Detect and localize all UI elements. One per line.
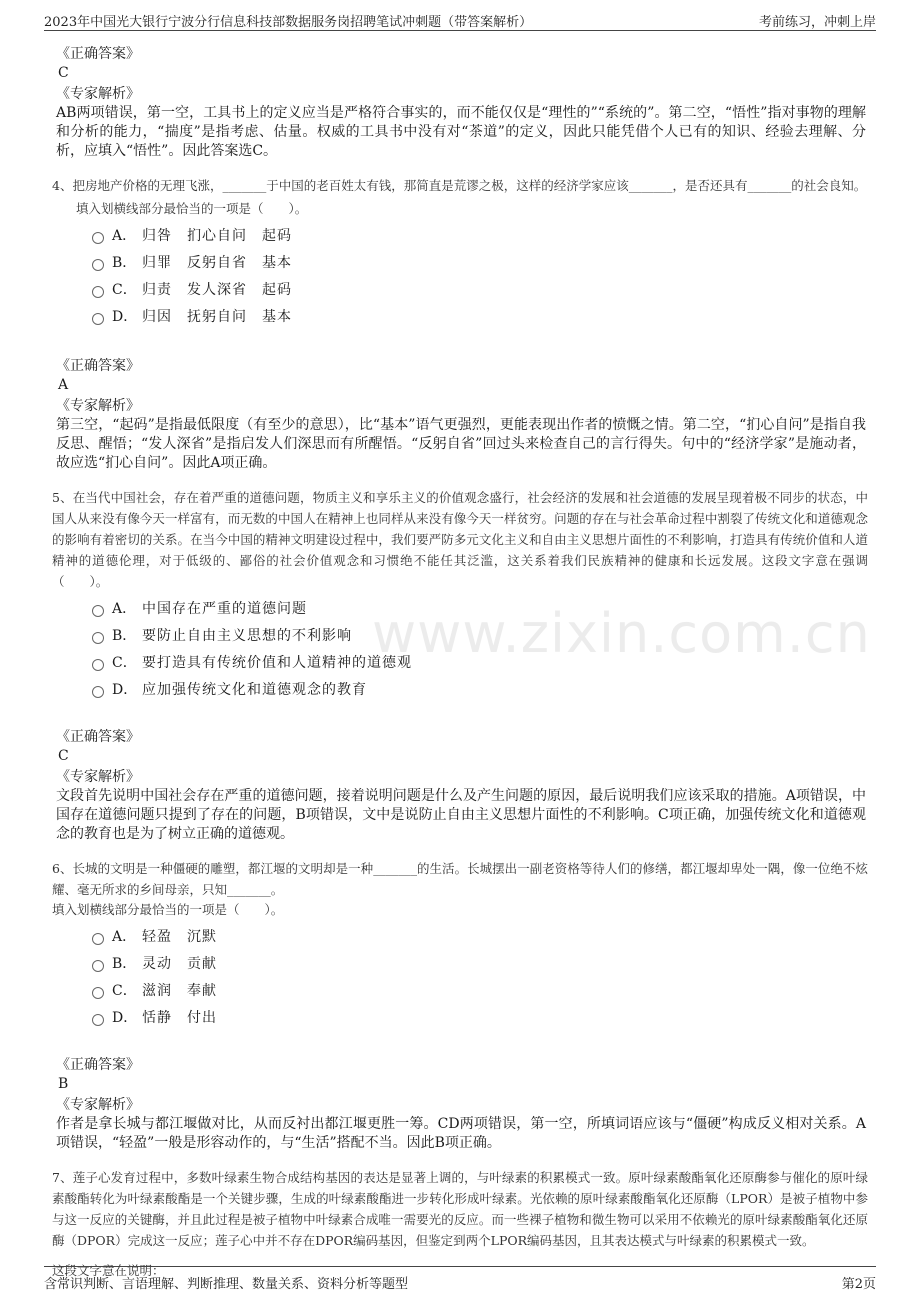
expert-analysis-text: 文段首先说明中国社会存在严重的道德问题，接着说明问题是什么及产生问题的原因，最后说明我们应该采取的措施。A项错误，中国存在道德问题只提到了存在的问题，B项错误，文中是说防止自由主义思想片面性的不利影响。C项正确，加强传统文化和道德观念的教育也是为了树立正确的道德观。 — [56, 788, 866, 842]
radio-button[interactable] — [92, 632, 104, 644]
radio-button[interactable] — [92, 605, 104, 617]
option-text: 归咎 扪心自问 起码 — [142, 228, 292, 244]
option-d[interactable] — [92, 677, 866, 704]
correct-answer-value: A — [58, 377, 69, 393]
option-b[interactable] — [92, 951, 866, 978]
footer-text: 含常识判断、言语理解、判断推理、数量关系、资料分析等题型 — [44, 1277, 409, 1292]
question-5 — [52, 487, 868, 844]
page-number: 第2页 — [841, 1277, 876, 1292]
page-footer — [44, 1266, 876, 1293]
option-text: 要打造具有传统价值和人道精神的道德观 — [142, 655, 412, 671]
option-text: 轻盈 沉默 — [142, 929, 217, 945]
option-letter: D． — [112, 682, 138, 698]
option-text: 滋润 奉献 — [142, 983, 217, 999]
question-text: 6、长城的文明是一种僵硬的雕塑，都江堰的文明却是一种_______的生活。长城摆出一副老资格等待人们的修缮，都江堰却卑处一隅，像一位绝不炫耀、毫无所求的乡间母亲，只知_______。 — [52, 861, 868, 897]
option-text: 恬静 付出 — [142, 1010, 217, 1026]
expert-analysis-text: 第三空，“起码”是指最低限度（有至少的意思），比“基本”语气更强烈，更能表现出作者的愤慨之情。第二空，“扪心自问”是指自我反思、醒悟；“发人深省”是指启发人们深思而有所醒悟。“反躬自省”回过头来检查自己的言行得失。句中的“经济学家”是施动者，故应选“扪心自问”。因此A项正确。 — [56, 417, 866, 471]
option-letter: A． — [112, 601, 137, 617]
option-list — [92, 924, 866, 1032]
question-4 — [52, 175, 867, 473]
option-list — [92, 223, 866, 331]
expert-analysis-label: 《专家解析》 — [56, 398, 140, 414]
option-d[interactable] — [92, 1005, 866, 1032]
option-a[interactable] — [92, 596, 866, 623]
correct-answer-label: 《正确答案》 — [56, 358, 140, 374]
radio-button[interactable] — [92, 659, 104, 671]
expert-analysis-label: 《专家解析》 — [56, 86, 140, 102]
header-slogan: 考前练习，冲刺上岸 — [758, 15, 876, 30]
option-letter: B． — [112, 628, 137, 644]
radio-button[interactable] — [92, 259, 104, 271]
option-letter: B． — [112, 255, 137, 271]
option-list — [92, 596, 866, 704]
option-letter: B． — [112, 956, 137, 972]
expert-analysis-label: 《专家解析》 — [56, 1097, 140, 1113]
option-text: 要防止自由主义思想的不利影响 — [142, 628, 352, 644]
option-text: 中国存在严重的道德问题 — [142, 601, 307, 617]
option-c[interactable] — [92, 277, 866, 304]
radio-button[interactable] — [92, 933, 104, 945]
question-prompt: 填入划横线部分最恰当的一项是（ ）。 — [76, 201, 308, 216]
option-c[interactable] — [92, 978, 866, 1005]
correct-answer-value: C — [58, 748, 69, 764]
option-b[interactable] — [92, 623, 866, 650]
radio-button[interactable] — [92, 960, 104, 972]
option-letter: A． — [112, 228, 137, 244]
watermark-text: www.zixin.com.cn — [372, 602, 871, 665]
option-a[interactable] — [92, 924, 866, 951]
option-letter: C． — [112, 983, 137, 999]
option-text: 灵动 贡献 — [142, 956, 217, 972]
option-letter: D． — [112, 309, 138, 325]
question-text: 7、莲子心发育过程中，多数叶绿素生物合成结构基因的表达是显著上调的，与叶绿素的积累模式一致。原叶绿素酸酯氧化还原酶参与催化的原叶绿素酸酯转化为叶绿素酸酯是一个关键步骤，生成的叶绿素酸酯进一步转化形成叶绿素。光依赖的原叶绿素酸酯氧化还原酶（LPOR）是被子植物中参与这一反应的关键酶，并且此过程是被子植物中叶绿素合成唯一需要光的反应。而一些裸子植物和微生物可以采用不依赖光的原叶绿素酸酯氧化还原酶（DPOR）完成这一反应；莲子心中并不存在DPOR编码基因，但鉴定到两个LPOR编码基因，且其表达模式与叶绿素的积累模式一致。 — [52, 1170, 868, 1248]
correct-answer-label: 《正确答案》 — [56, 729, 140, 745]
radio-button[interactable] — [92, 686, 104, 698]
radio-button[interactable] — [92, 1014, 104, 1026]
option-c[interactable] — [92, 650, 866, 677]
question-6 — [52, 858, 868, 1153]
question-prompt: 填入划横线部分最恰当的一项是（ ）。 — [52, 902, 284, 917]
answer-block-q3 — [56, 45, 866, 161]
option-d[interactable] — [92, 304, 866, 331]
correct-answer-value: B — [58, 1076, 69, 1092]
expert-analysis-text: AB两项错误，第一空，工具书上的定义应当是严格符合事实的，而不能仅仅是“理性的”“系统的”。第二空，“悟性”指对事物的理解和分析的能力，“揣度”是指考虑、估量。权威的工具书中没有对“茶道”的定义，因此只能凭借个人已有的知识、经验去理解、分析，应填入“悟性”。因此答案选C。 — [56, 105, 866, 159]
question-7 — [52, 1167, 868, 1281]
question-text: 4、把房地产价格的无理飞涨，_______于中国的老百姓太有钱，那简直是荒谬之极，这样的经济学家应该_______，是否还具有_______的社会良知。 — [52, 178, 867, 193]
radio-button[interactable] — [92, 987, 104, 999]
option-text: 应加强传统文化和道德观念的教育 — [142, 682, 367, 698]
radio-button[interactable] — [92, 232, 104, 244]
option-text: 归因 抚躬自问 基本 — [142, 309, 292, 325]
page-content — [52, 40, 868, 1281]
expert-analysis-label: 《专家解析》 — [56, 769, 140, 785]
option-letter: C． — [112, 282, 137, 298]
expert-analysis-text: 作者是拿长城与都江堰做对比，从而反衬出都江堰更胜一筹。CD两项错误，第一空，所填词语应该与“僵硬”构成反义相对关系。A项错误，“轻盈”一般是形容动作的，与“生活”搭配不当。因此B项正确。 — [56, 1116, 866, 1151]
correct-answer-value: C — [58, 65, 69, 81]
option-text: 归罪 反躬自省 基本 — [142, 255, 292, 271]
option-text: 归责 发人深省 起码 — [142, 282, 292, 298]
page-header — [44, 6, 876, 31]
question-text: 5、在当代中国社会，存在着严重的道德问题，物质主义和享乐主义的价值观念盛行，社会经济的发展和社会道德的发展呈现着极不同步的状态，中国人从来没有像今天一样富有，而无数的中国人在精神上也同样从来没有像今天一样贫穷。问题的存在与社会革命过程中割裂了传统文化和道德观念的影响有着密切的关系。在当今中国的精神文明建设过程中，我们要严防多元文化主义和自由主义思想片面性的不利影响，打造具有传统价值和人道精神的道德伦理，对于低级的、鄙俗的社会价值观念和习惯绝不能任其泛滥，这关系着我们民族精神的健康和长远发展。这段文字意在强调（ ）。 — [52, 490, 868, 589]
option-a[interactable] — [92, 223, 866, 250]
question-prompt: 这段文字意在说明： — [52, 1263, 165, 1278]
correct-answer-label: 《正确答案》 — [56, 46, 140, 62]
header-title: 2023年中国光大银行宁波分行信息科技部数据服务岗招聘笔试冲刺题（带答案解析） — [44, 15, 533, 30]
option-letter: A． — [112, 929, 137, 945]
correct-answer-label: 《正确答案》 — [56, 1057, 140, 1073]
radio-button[interactable] — [92, 286, 104, 298]
option-b[interactable] — [92, 250, 866, 277]
option-letter: D． — [112, 1010, 138, 1026]
radio-button[interactable] — [92, 313, 104, 325]
option-letter: C． — [112, 655, 137, 671]
